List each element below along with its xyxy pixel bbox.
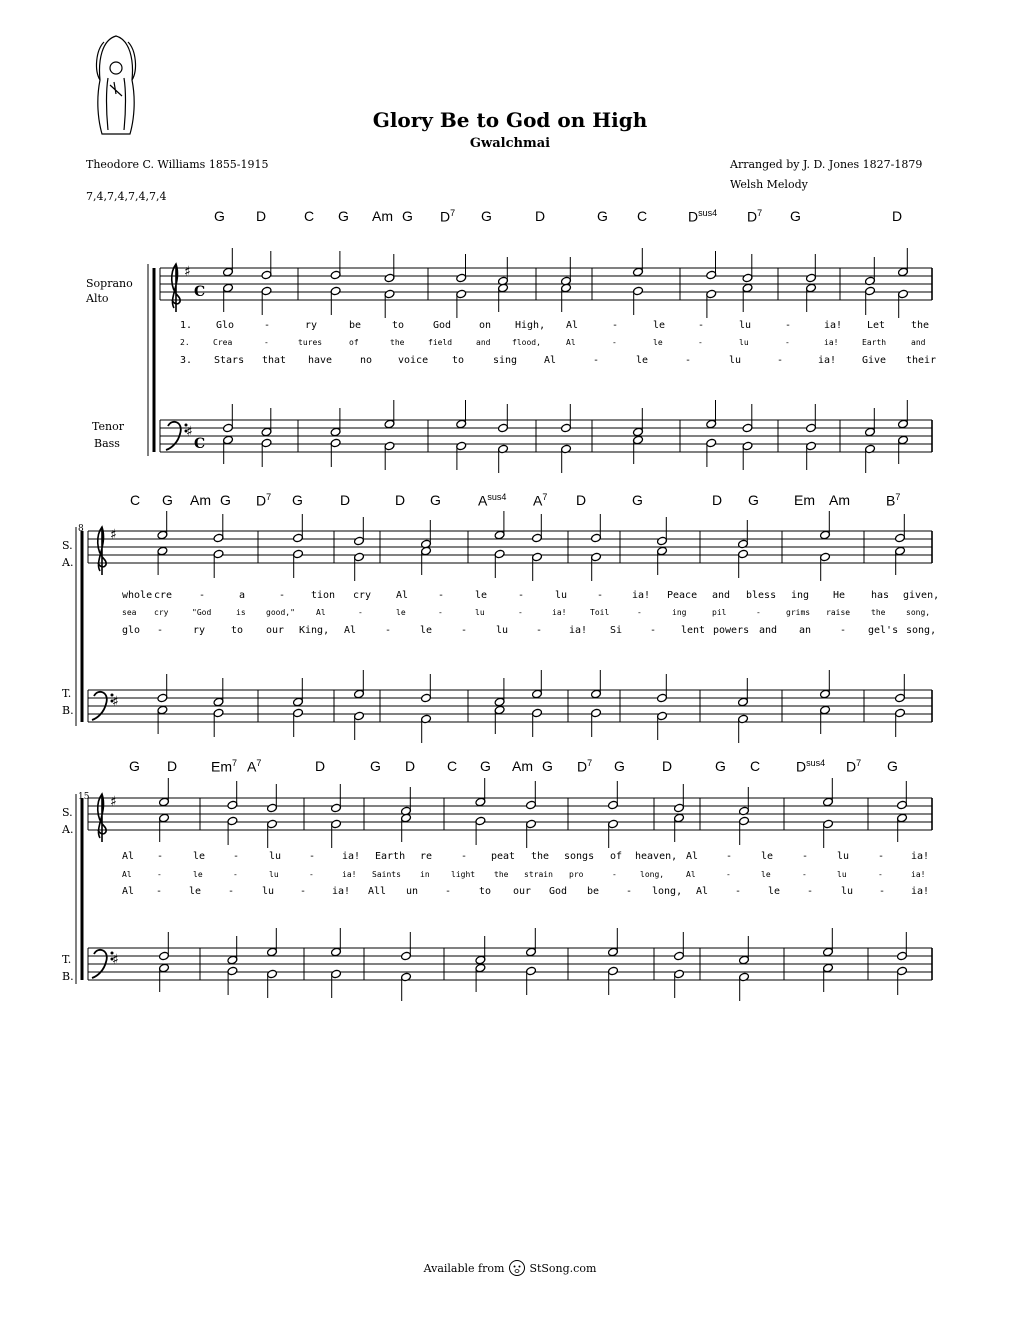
lyric-hyphen: -	[612, 338, 617, 347]
label-bass: Bass	[94, 437, 120, 450]
treble-clef-icon	[98, 794, 106, 842]
lyric-syllable: of	[610, 851, 623, 862]
lyric-syllable: bless	[746, 590, 777, 601]
label-s: S.	[62, 539, 73, 552]
lyric-syllable: gel's	[868, 625, 899, 636]
lyric-syllable: lu	[739, 338, 749, 347]
lyric-hyphen: -	[264, 320, 271, 331]
chord-symbol: G	[632, 492, 643, 508]
chord-symbol: D	[167, 758, 178, 774]
lyric-syllable: in	[420, 870, 430, 879]
lyric-syllable: to	[452, 355, 465, 366]
lyric-syllable: le	[761, 851, 774, 862]
chord-symbol: G	[790, 208, 801, 224]
lyric-hyphen: -	[698, 338, 703, 347]
lyric-syllable: tion	[311, 590, 336, 601]
lyric-syllable: 1.	[180, 320, 193, 331]
label-tenor: Tenor	[92, 420, 124, 433]
chord-symbol: $A^7$	[533, 492, 548, 509]
label-b: B.	[62, 970, 74, 983]
lyric-syllable: grims	[786, 608, 811, 617]
lyric-syllable: 2.	[180, 338, 190, 347]
lyric-syllable: their	[906, 355, 937, 366]
meter: 7,4,7,4,7,4,7,4	[86, 190, 167, 203]
lyric-syllable: cry	[353, 590, 372, 601]
chord-symbol: Em$^7$	[211, 758, 238, 775]
chord-symbol: G	[542, 758, 553, 774]
chord-symbol: G	[614, 758, 625, 774]
lyric-syllable: lu	[739, 320, 752, 331]
lyric-hyphen: -	[385, 625, 392, 636]
hymn-title: Glory Be to God on High	[372, 108, 648, 132]
lyric-syllable: sing	[493, 355, 518, 366]
lyric-hyphen: -	[698, 320, 705, 331]
label-alto: Alto	[86, 292, 109, 305]
lyric-syllable: Al	[544, 355, 557, 366]
lyric-syllable: our	[266, 625, 285, 636]
lyric-syllable: powers	[713, 625, 750, 636]
lyric-syllable: the	[911, 320, 930, 331]
chord-symbol: D	[340, 492, 351, 508]
lyric-syllable: lu	[841, 886, 854, 897]
label-s: S.	[62, 806, 73, 819]
chord-symbol: G	[715, 758, 726, 774]
lyric-syllable: Earth	[375, 851, 406, 862]
lyric-syllable: to	[392, 320, 405, 331]
lyric-hyphen: -	[233, 851, 240, 862]
lyric-syllable: Al	[316, 608, 326, 617]
lyric-syllable: song,	[906, 608, 931, 617]
lyric-hyphen: -	[279, 590, 286, 601]
lyric-syllable: given,	[903, 590, 940, 601]
lyric-hyphen: -	[461, 851, 468, 862]
lyric-syllable: the	[531, 851, 550, 862]
lyric-syllable: Peace	[667, 590, 698, 601]
lyric-hyphen: -	[756, 608, 761, 617]
site-link[interactable]: StSong.com	[529, 1262, 597, 1275]
lyric-syllable: ia!	[552, 608, 567, 617]
lyric-syllable: le	[761, 870, 771, 879]
label-t: T.	[62, 687, 72, 700]
lyric-hyphen: -	[612, 870, 617, 879]
lyric-syllable: cry	[154, 608, 169, 617]
chord-symbol: D	[535, 208, 546, 224]
lyric-syllable: ry	[193, 625, 206, 636]
lyric-hyphen: -	[807, 886, 814, 897]
chord-symbol: C	[304, 208, 315, 224]
lyric-hyphen: -	[309, 870, 314, 879]
chord-symbol: $D^7$	[846, 758, 862, 775]
treble-clef-icon	[172, 264, 180, 312]
chord-symbol: G	[402, 208, 413, 224]
lyric-syllable: ia!	[911, 851, 930, 862]
chord-symbol: D	[315, 758, 326, 774]
available-from: Available from	[423, 1262, 505, 1275]
lyric-syllable: peat	[491, 851, 516, 862]
lyric-hyphen: -	[300, 886, 307, 897]
lyric-syllable: has	[871, 590, 890, 601]
lyric-syllable: light	[451, 870, 476, 879]
lyric-syllable: Let	[867, 320, 886, 331]
lyric-syllable: Glo	[216, 320, 235, 331]
label-a: A.	[62, 556, 74, 569]
key-sharp-icon: ♯	[110, 794, 117, 810]
lyric-hyphen: -	[840, 625, 847, 636]
lyric-hyphen: -	[726, 870, 731, 879]
lyric-syllable: le	[475, 590, 488, 601]
key-sharp-icon: ♯	[110, 527, 117, 543]
lyric-syllable: lu	[269, 851, 282, 862]
lyric-syllable: have	[308, 355, 333, 366]
lyric-hyphen: -	[802, 851, 809, 862]
lyric-syllable: is	[236, 608, 246, 617]
chord-symbol: C	[447, 758, 458, 774]
lyric-syllable: glo	[122, 625, 141, 636]
lyric-syllable: ing	[791, 590, 810, 601]
lyric-syllable: Si	[610, 625, 623, 636]
measure-number: 15	[78, 792, 90, 802]
lyric-hyphen: -	[685, 355, 692, 366]
lyric-hyphen: -	[157, 851, 164, 862]
lyric-syllable: ia!	[818, 355, 837, 366]
chord-symbol: D	[576, 492, 587, 508]
lyric-syllable: song,	[906, 625, 937, 636]
lyric-syllable: le	[653, 338, 663, 347]
chord-symbol: $A^7$	[247, 758, 262, 775]
lyric-syllable: pil	[712, 608, 727, 617]
lyric-syllable: Al	[686, 851, 699, 862]
lyric-syllable: strain	[524, 870, 553, 879]
chord-symbol: $D^7$	[256, 492, 272, 509]
lyric-hyphen: -	[228, 886, 235, 897]
lyric-hyphen: -	[612, 320, 619, 331]
chord-symbol: Am	[512, 758, 533, 774]
lyric-syllable: God	[433, 320, 452, 331]
lyric-hyphen: -	[445, 886, 452, 897]
lyric-syllable: Al	[396, 590, 409, 601]
lyric-syllable: Al	[122, 851, 135, 862]
lyric-syllable: Saints	[372, 870, 401, 879]
lyric-syllable: an	[799, 625, 812, 636]
lyric-syllable: 3.	[180, 355, 193, 366]
lyric-syllable: le	[193, 851, 206, 862]
lyric-syllable: le	[420, 625, 433, 636]
lyric-syllable: heaven,	[635, 851, 678, 862]
lyric-syllable: long,	[640, 870, 665, 879]
lyric-syllable: ia!	[911, 886, 930, 897]
chord-symbol: Am	[829, 492, 850, 508]
lyric-hyphen: -	[777, 355, 784, 366]
lyric-syllable: Stars	[214, 355, 245, 366]
lyric-syllable: Al	[344, 625, 357, 636]
label-b: B.	[62, 704, 74, 717]
lyric-syllable: of	[349, 338, 359, 347]
measure-number: 8	[78, 524, 84, 534]
chord-symbol: C	[637, 208, 648, 224]
lyric-syllable: cre	[154, 590, 173, 601]
lyric-syllable: Crea	[213, 338, 233, 347]
lyric-syllable: good,"	[266, 608, 295, 617]
lyric-syllable: le	[189, 886, 202, 897]
lyric-hyphen: -	[785, 320, 792, 331]
chord-symbol: $D^7$	[577, 758, 593, 775]
chord-symbol: G	[370, 758, 381, 774]
lyric-syllable: High,	[515, 320, 546, 331]
lyric-syllable: lu	[475, 608, 485, 617]
key-sharp-icon: ♯	[112, 694, 119, 710]
lyric-syllable: be	[587, 886, 600, 897]
chord-symbol: G	[887, 758, 898, 774]
lyric-syllable: lu	[837, 870, 847, 879]
lyric-hyphen: -	[597, 590, 604, 601]
key-sharp-icon: ♯	[184, 264, 191, 280]
lyric-syllable: ia!	[342, 870, 357, 879]
lyric-syllable: no	[360, 355, 373, 366]
lyric-hyphen: -	[309, 851, 316, 862]
lyric-syllable: Give	[862, 355, 887, 366]
lyric-syllable: lent	[681, 625, 706, 636]
lyric-hyphen: -	[199, 590, 206, 601]
lyric-syllable: the	[871, 608, 886, 617]
chord-symbol: $D^{sus4}$	[796, 758, 826, 775]
lyric-syllable: Al	[122, 886, 135, 897]
chord-symbol: D	[712, 492, 723, 508]
lyric-syllable: whole	[122, 590, 153, 601]
lyric-hyphen: -	[157, 870, 162, 879]
lyric-hyphen: -	[438, 590, 445, 601]
lyric-hyphen: -	[358, 608, 363, 617]
lyric-hyphen: -	[461, 625, 468, 636]
chord-symbol: G	[214, 208, 225, 224]
chord-symbol: G	[162, 492, 173, 508]
chord-symbol: G	[597, 208, 608, 224]
lyric-syllable: to	[479, 886, 492, 897]
lyric-syllable: our	[513, 886, 532, 897]
treble-clef-icon	[98, 527, 106, 575]
lyric-syllable: ia!	[824, 338, 839, 347]
chord-symbol: G	[480, 758, 491, 774]
time-signature: C	[194, 284, 206, 300]
lyric-syllable: lu	[555, 590, 568, 601]
lyric-syllable: and	[476, 338, 491, 347]
lyric-syllable: God	[549, 886, 568, 897]
chord-symbol: $A^{sus4}$	[478, 492, 507, 509]
lyric-hyphen: -	[879, 886, 886, 897]
lyric-hyphen: -	[157, 625, 164, 636]
lyric-syllable: Al	[566, 338, 576, 347]
source: Welsh Melody	[730, 178, 808, 191]
lyric-syllable: ia!	[569, 625, 588, 636]
lyric-syllable: raise	[826, 608, 851, 617]
lyric-syllable: King,	[299, 625, 330, 636]
chord-symbol: G	[220, 492, 231, 508]
lyric-syllable: le	[396, 608, 406, 617]
chord-symbol: G	[430, 492, 441, 508]
key-sharp-icon: ♯	[186, 424, 193, 440]
lyric-syllable: Al	[122, 870, 132, 879]
chord-symbol: D	[395, 492, 406, 508]
key-sharp-icon: ♯	[112, 952, 119, 968]
chord-symbol: C	[130, 492, 141, 508]
chord-symbol: G	[481, 208, 492, 224]
lyric-syllable: flood,	[512, 338, 541, 347]
lyric-hyphen: -	[233, 870, 238, 879]
footer	[0, 1258, 1020, 1280]
author: Theodore C. Williams 1855-1915	[86, 158, 269, 171]
lyric-syllable: ia!	[342, 851, 361, 862]
label-soprano: Soprano	[86, 277, 133, 290]
lyric-syllable: un	[406, 886, 419, 897]
lyric-syllable: lu	[729, 355, 742, 366]
lyric-syllable: and	[759, 625, 778, 636]
chord-symbol: D	[405, 758, 416, 774]
chord-symbol: G	[748, 492, 759, 508]
lyric-syllable: He	[833, 590, 846, 601]
label-a: A.	[62, 823, 74, 836]
lyric-hyphen: -	[802, 870, 807, 879]
lyric-hyphen: -	[626, 886, 633, 897]
lyric-syllable: pro	[569, 870, 584, 879]
lyric-syllable: Al	[686, 870, 696, 879]
lyric-hyphen: -	[785, 338, 790, 347]
chord-symbol: $D^{sus4}$	[688, 208, 718, 225]
lyric-hyphen: -	[726, 851, 733, 862]
lyric-hyphen: -	[593, 355, 600, 366]
lyric-syllable: on	[479, 320, 492, 331]
lyric-syllable: and	[911, 338, 926, 347]
chord-symbol: $D^7$	[440, 208, 456, 225]
stsong-logo-icon	[508, 1258, 526, 1280]
lyric-syllable: lu	[269, 870, 279, 879]
chord-symbol: D	[892, 208, 903, 224]
chord-symbol: $D^7$	[747, 208, 763, 225]
lyric-syllable: ia!	[332, 886, 351, 897]
chord-symbol: Am	[372, 208, 393, 224]
chord-symbol: G	[292, 492, 303, 508]
lyric-syllable: voice	[398, 355, 429, 366]
lyric-syllable: le	[636, 355, 649, 366]
lyric-syllable: and	[712, 590, 731, 601]
lyric-syllable: ia!	[824, 320, 843, 331]
lyric-syllable: field	[428, 338, 453, 347]
lyric-hyphen: -	[637, 608, 642, 617]
lyric-hyphen: -	[156, 886, 163, 897]
tune-name: Gwalchmai	[469, 136, 551, 151]
chord-symbol: $B^7$	[886, 492, 901, 509]
lyric-syllable: long,	[652, 886, 683, 897]
lyric-syllable: re	[420, 851, 433, 862]
lyric-syllable: lu	[837, 851, 850, 862]
lyric-syllable: Al	[696, 886, 709, 897]
lyric-syllable: to	[231, 625, 244, 636]
lyric-syllable: the	[494, 870, 509, 879]
lyric-syllable: Earth	[862, 338, 887, 347]
label-t: T.	[62, 953, 72, 966]
arranger: Arranged by J. D. Jones 1827-1879	[730, 158, 923, 171]
chord-symbol: Am	[190, 492, 211, 508]
lyric-hyphen: -	[650, 625, 657, 636]
lyric-syllable: tures	[298, 338, 323, 347]
lyric-hyphen: -	[518, 590, 525, 601]
lyric-syllable: lu	[496, 625, 509, 636]
lyric-syllable: that	[262, 355, 287, 366]
lyric-syllable: "God	[192, 608, 212, 617]
lyric-syllable: the	[390, 338, 405, 347]
lyric-syllable: ry	[305, 320, 318, 331]
lyric-hyphen: -	[536, 625, 543, 636]
chord-symbol: D	[256, 208, 267, 224]
lyric-hyphen: -	[735, 886, 742, 897]
lyric-syllable: songs	[564, 851, 595, 862]
chord-symbol: C	[750, 758, 761, 774]
lyric-syllable: le	[193, 870, 203, 879]
chord-symbol: G	[338, 208, 349, 224]
lyric-syllable: Al	[566, 320, 579, 331]
lyric-syllable: le	[768, 886, 781, 897]
lyric-syllable: ia!	[632, 590, 651, 601]
lyric-hyphen: -	[878, 851, 885, 862]
chord-symbol: Em	[794, 492, 815, 508]
lyric-syllable: sea	[122, 608, 137, 617]
lyric-syllable: lu	[262, 886, 275, 897]
chord-symbol: G	[129, 758, 140, 774]
lyric-hyphen: -	[878, 870, 883, 879]
lyric-syllable: be	[349, 320, 362, 331]
lyric-syllable: ia!	[911, 870, 926, 879]
lyric-syllable: All	[368, 886, 387, 897]
lyric-hyphen: -	[438, 608, 443, 617]
lyric-syllable: ing	[672, 608, 687, 617]
lyric-syllable: le	[653, 320, 666, 331]
lyric-syllable: a	[239, 590, 246, 601]
chord-symbol: D	[662, 758, 673, 774]
time-signature: C	[194, 436, 206, 452]
lyric-syllable: Toil	[590, 608, 610, 617]
lyric-hyphen: -	[264, 338, 269, 347]
lyric-hyphen: -	[518, 608, 523, 617]
